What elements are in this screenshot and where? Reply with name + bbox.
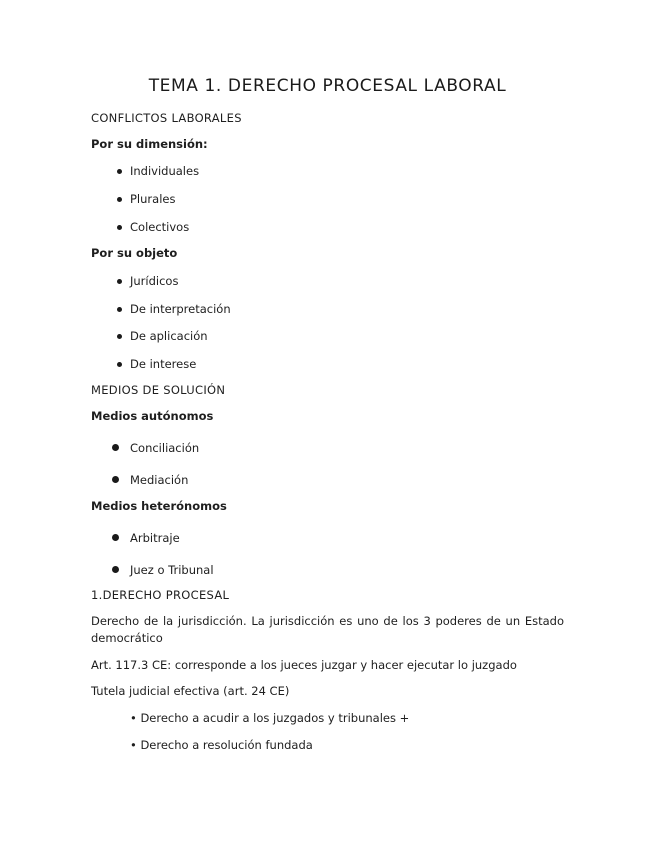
list-item: Plurales xyxy=(130,192,176,206)
list-item: De aplicación xyxy=(130,329,208,343)
list-item: De interese xyxy=(130,357,197,371)
bullet-icon xyxy=(112,566,119,573)
list-item: Juez o Tribunal xyxy=(130,563,214,577)
list-item: Jurídicos xyxy=(130,274,179,288)
bullet-icon xyxy=(117,169,122,174)
bullet-icon xyxy=(117,362,122,367)
subheading-autonomos: Medios autónomos xyxy=(91,409,214,423)
section-heading-derecho-procesal: 1.DERECHO PROCESAL xyxy=(91,588,230,602)
subheading-objeto: Por su objeto xyxy=(91,246,178,260)
bullet-icon xyxy=(117,225,122,230)
text-line-articulo: Art. 117.3 CE: corresponde a los jueces juzgar y hacer ejecutar lo juzgado xyxy=(91,658,517,672)
bullet-icon xyxy=(117,307,122,312)
list-item: Individuales xyxy=(130,164,200,178)
list-item: • Derecho a resolución fundada xyxy=(130,738,313,752)
list-item: Conciliación xyxy=(130,441,200,455)
text-line-tutela: Tutela judicial efectiva (art. 24 CE) xyxy=(91,684,290,698)
list-item: Colectivos xyxy=(130,220,190,234)
bullet-icon xyxy=(112,476,119,483)
paragraph-jurisdiccion: Derecho de la jurisdicción. La jurisdicción es uno de los 3 poderes de un Estado democrático xyxy=(91,614,564,645)
list-item: Arbitraje xyxy=(130,531,180,545)
bullet-icon xyxy=(112,534,119,541)
section-heading-conflictos: CONFLICTOS LABORALES xyxy=(91,111,242,125)
bullet-icon xyxy=(117,279,122,284)
list-item: De interpretación xyxy=(130,302,231,316)
bullet-icon xyxy=(117,197,122,202)
bullet-icon xyxy=(117,334,122,339)
section-heading-medios: MEDIOS DE SOLUCIÓN xyxy=(91,383,226,397)
subheading-dimension: Por su dimensión: xyxy=(91,137,208,151)
bullet-icon xyxy=(112,444,119,451)
page-title: TEMA 1. DERECHO PROCESAL LABORAL xyxy=(148,76,507,96)
list-item: Mediación xyxy=(130,473,189,487)
list-item: • Derecho a acudir a los juzgados y tribunales + xyxy=(130,711,410,725)
subheading-heteronomos: Medios heterónomos xyxy=(91,499,227,513)
